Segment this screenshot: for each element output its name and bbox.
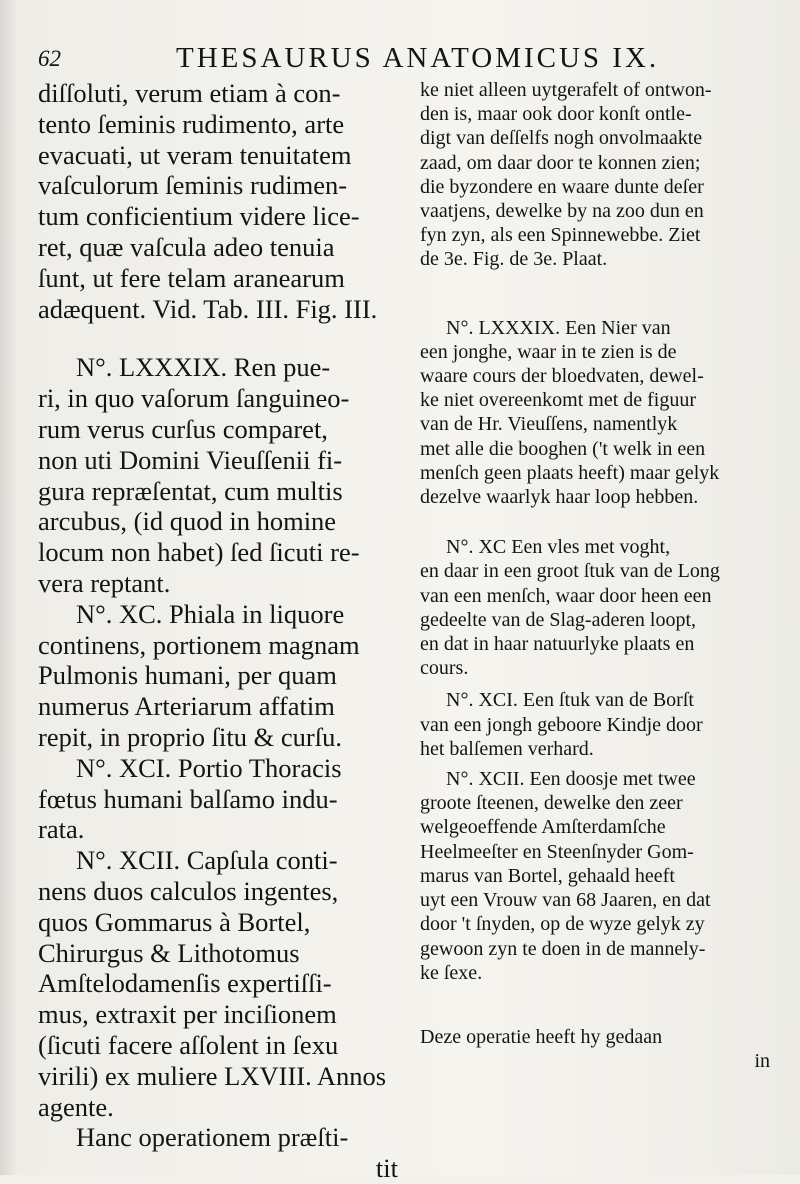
latin-line: Hanc operationem præſti- — [76, 1122, 349, 1153]
dutch-line: de 3e. Fig. de 3e. Plaat. — [420, 248, 608, 271]
latin-line: gura repræſentat, cum multis — [38, 475, 343, 506]
latin-line: repit, in proprio ſitu & curſu. — [38, 721, 342, 752]
dutch-line: zaad, om daar door te konnen zien; — [420, 151, 701, 174]
dutch-line: digt van deſſelfs nogh onvolmaakte — [420, 127, 703, 150]
latin-line: adæquent. Vid. Tab. III. Fig. III. — [38, 293, 378, 324]
dutch-line: dezelve waarlyk haar loop hebben. — [420, 486, 699, 509]
dutch-line: groote ſteenen, dewelke den zeer — [420, 792, 683, 815]
dutch-line: vaatjens, dewelke by na zoo dun en — [420, 200, 704, 223]
latin-entry-heading: N°. XCI. Portio Thoracis — [76, 752, 342, 783]
latin-line: continens, portionem magnam — [38, 629, 360, 660]
dutch-line: een jonghe, waar in te zien is de — [420, 340, 677, 363]
dutch-line: ke ſexe. — [420, 961, 483, 984]
dutch-entry-heading: N°. XCI. Een ſtuk van de Borſt — [446, 689, 694, 712]
latin-line: non uti Domini Vieuſſenii fi- — [38, 444, 343, 475]
dutch-line: van de Hr. Vieuſſens, namentlyk — [420, 413, 678, 436]
latin-entry-heading: N°. XCII. Capſula conti- — [76, 845, 338, 876]
running-header — [38, 40, 740, 80]
dutch-catchword: in — [754, 1050, 770, 1073]
latin-line: evacuati, ut veram tenuitatem — [38, 139, 352, 170]
dutch-column — [420, 78, 770, 1073]
latin-line: ret, quæ vaſcula adeo tenuia — [38, 231, 335, 262]
dutch-line: van een menſch, waar door heen een — [420, 584, 712, 607]
dutch-line: ke niet overeenkomt met de figuur — [420, 389, 697, 412]
latin-line: vera reptant. — [38, 567, 171, 598]
dutch-line: door 't ſnyden, op de wyze gelyk zy — [420, 913, 705, 936]
dutch-line: gedeelte van de Slag-aderen loopt, — [420, 608, 696, 631]
latin-line: tum conficientium videre lice- — [38, 201, 360, 232]
dutch-line: uyt een Vrouw van 68 Jaaren, en dat — [420, 889, 711, 912]
latin-line: ſunt, ut fere telam aranearum — [38, 262, 345, 293]
latin-column — [38, 78, 398, 1184]
latin-line: numerus Arteriarum affatim — [38, 691, 335, 722]
latin-line: (ſicuti facere aſſolent in ſexu — [38, 1029, 339, 1060]
dutch-line: Heelmeeſter en Steenſnyder Gom- — [420, 840, 694, 863]
dutch-line: menſch geen plaats heeft) maar gelyk — [420, 461, 720, 484]
latin-line: arcubus, (id quod in homine — [38, 506, 337, 537]
dutch-line: welgeoeffende Amſterdamſche — [420, 816, 666, 839]
dutch-line: van een jongh geboore Kindje door — [420, 713, 703, 736]
latin-line: rata. — [38, 814, 85, 845]
latin-line: fœtus humani balſamo indu- — [38, 783, 338, 814]
latin-line: virili) ex muliere LXVIII. Annos — [38, 1060, 387, 1091]
dutch-line: den is, maar ook door konſt ontle- — [420, 103, 692, 126]
dutch-line: marus van Bortel, gehaald heeft — [420, 864, 675, 887]
latin-line: Chirurgus & Lithotomus — [38, 937, 300, 968]
latin-line: rum verus curſus comparet, — [38, 413, 328, 444]
latin-line: nens duos calculos ingentes, — [38, 875, 339, 906]
latin-line: locum non habet) ſed ſicuti re- — [38, 537, 360, 568]
dutch-line: ke niet alleen uytgerafelt of ontwon- — [420, 79, 712, 101]
dutch-entry-heading: N°. XCII. Een doosje met twee — [446, 768, 696, 791]
dutch-line: Deze operatie heeft hy gedaan — [420, 1025, 663, 1048]
latin-entry-heading: N°. XC. Phiala in liquore — [76, 598, 345, 629]
page-title: THESAURUS ANATOMICUS IX. — [176, 42, 660, 74]
dutch-line: en daar in een groot ſtuk van de Long — [420, 560, 720, 583]
dutch-line: die byzondere en waare dunte deſer — [420, 175, 704, 198]
dutch-line: gewoon zyn te doen in de mannely- — [420, 937, 706, 960]
latin-line: tento ſeminis rudimento, arte — [38, 108, 345, 139]
dutch-line: het balſemen verhard. — [420, 737, 594, 760]
latin-line: diſſoluti, verum etiam à con- — [38, 78, 341, 108]
latin-line: vaſculorum ſeminis rudimen- — [38, 170, 348, 201]
dutch-line: met alle die booghen ('t welk in een — [420, 437, 706, 460]
latin-line: agente. — [38, 1091, 114, 1122]
latin-line: Pulmonis humani, per quam — [38, 660, 337, 691]
latin-line: ri, in quo vaſorum ſanguineo- — [38, 383, 350, 414]
dutch-line: waare cours der bloedvaten, dewel- — [420, 365, 704, 388]
dutch-line: cours. — [420, 657, 469, 680]
latin-catchword: tit — [375, 1153, 398, 1184]
dutch-entry-heading: N°. XC Een vles met voght, — [446, 536, 671, 559]
latin-line: Amſtelodamenſis expertiſſi- — [38, 968, 332, 999]
latin-entry-heading: N°. LXXXIX. Ren pue- — [76, 352, 331, 383]
dutch-entry-heading: N°. LXXXIX. Een Nier van — [446, 316, 671, 339]
dutch-line: fyn zyn, als een Spinnewebbe. Ziet — [420, 224, 701, 247]
latin-line: quos Gommarus à Bortel, — [38, 906, 311, 937]
dutch-line: en dat in haar natuurlyke plaats en — [420, 633, 695, 656]
page-number: 62 — [38, 46, 61, 71]
latin-line: mus, extraxit per inciſionem — [38, 999, 337, 1030]
